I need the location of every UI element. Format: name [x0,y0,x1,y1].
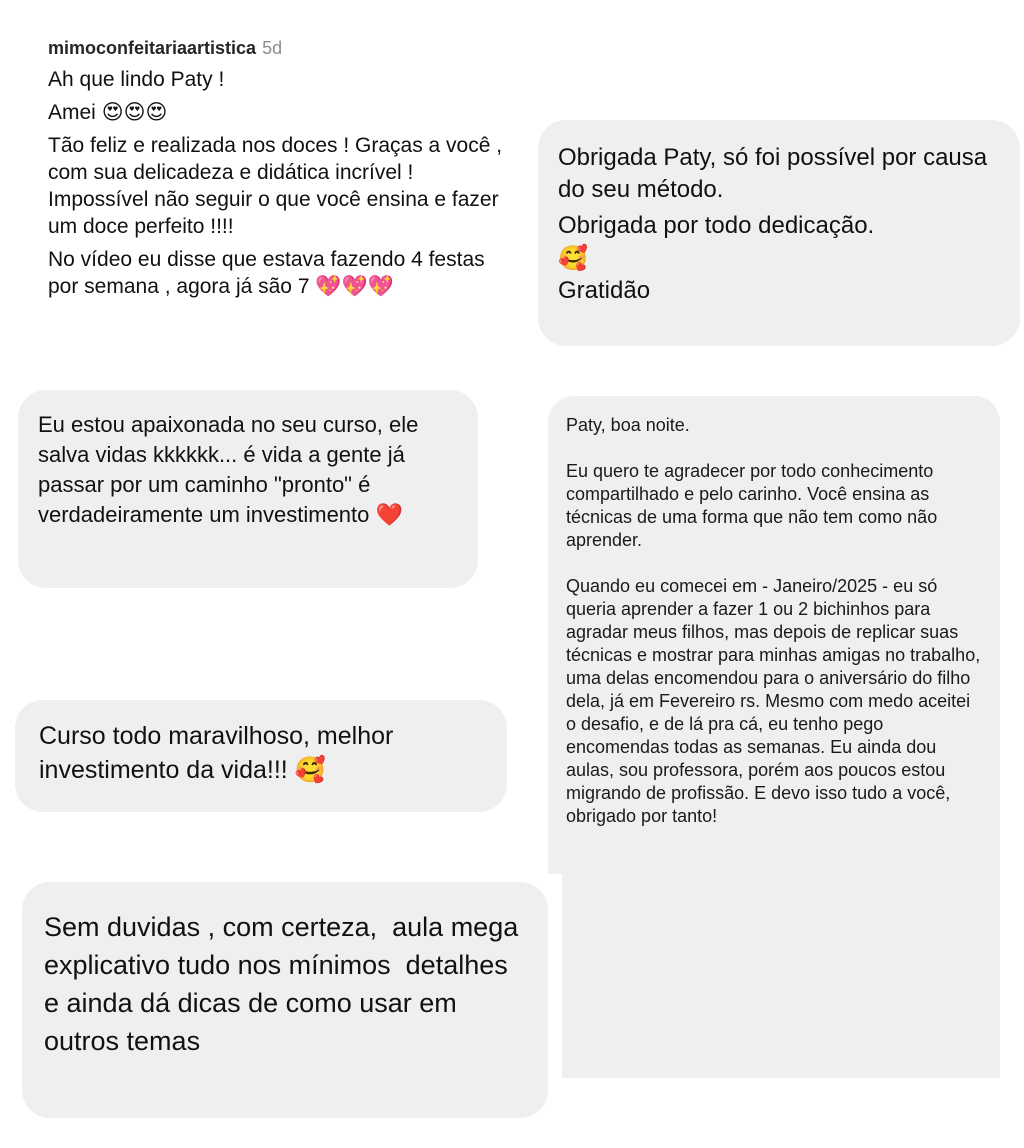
comment-line: Tão feliz e realizada nos doces ! Graças a você , com sua delicadeza e didática incrível ! Impossível não seguir o que você ensina e fazer um doce perfeito !!!! [48,134,503,238]
comment-line: Ah que lindo Paty ! [48,68,225,91]
message-text: Curso todo maravilhoso, melhor investimento da vida!!! [39,722,394,784]
message-emoji-line [558,242,1000,275]
message-bubble-sem-duvidas [22,882,548,1118]
message-text: Obrigada por todo dedicação. [558,212,875,239]
message-bubble-curso [15,700,507,812]
comment-header [48,34,518,62]
smiling-face-with-hearts-icon: 🥰 [294,755,326,784]
card-edge [548,874,562,1078]
sparkling-heart-emoji-icon: 💖💖💖 [315,274,394,298]
card-paragraph: Quando eu comecei em - Janeiro/2025 - eu só queria aprender a fazer 1 ou 2 bichinhos para agradar meus filhos, mas depois de replicar suas técnicas e mostrar para minhas amigas no trabalho, uma delas encomendou para o aniversário do filho dela, já em Fevereiro rs. Mesmo com medo aceitei o desafio, e de lá pra cá, eu tenho pego encomendas todas as semanas. Eu ainda dou aulas, sou professora, porém aos poucos estou migrando de profissão. E devo isso tudo a você, obrigado por tanto! [566,576,981,826]
message-text: Gratidão [558,277,651,304]
heart-eyes-emoji-icon: 😍😍😍 [101,100,168,124]
message-card-paty [548,396,1000,1078]
message-bubble-apaixonada [18,390,478,588]
comment-line-festas [48,246,518,300]
comment-line-amei [48,99,518,126]
comment-timestamp: 5d [262,38,283,58]
instagram-comment [48,34,518,306]
message-text-line [38,410,458,531]
comment-line-text: No vídeo eu disse que estava fazendo 4 festas por semana , agora já são 7 [48,248,485,298]
card-paragraph: Eu quero te agradecer por todo conhecimento compartilhado e pelo carinho. Você ensina as técnicas de uma forma que não tem como não aprender. [566,461,938,550]
card-greeting: Paty, boa noite. [566,415,690,435]
message-bubble-obrigada [538,120,1020,346]
red-heart-icon: ❤️ [375,503,403,528]
comment-line-text: Amei [48,101,96,124]
message-text-line [39,720,483,787]
smiling-face-with-hearts-icon: 🥰 [558,244,588,272]
message-text: Obrigada Paty, só foi possível por causa do seu método. [558,144,988,203]
comment-username[interactable]: mimoconfeitariaartistica [48,38,257,58]
message-text: Sem duvidas , com certeza, aula mega explicativo tudo nos mínimos detalhes e ainda dá dicas de como usar em outros temas [44,912,526,1056]
message-text: Eu estou apaixonada no seu curso, ele salva vidas kkkkkk... é vida a gente já passar por um caminho "pronto" é verdadeiramente um investimento [38,412,419,527]
